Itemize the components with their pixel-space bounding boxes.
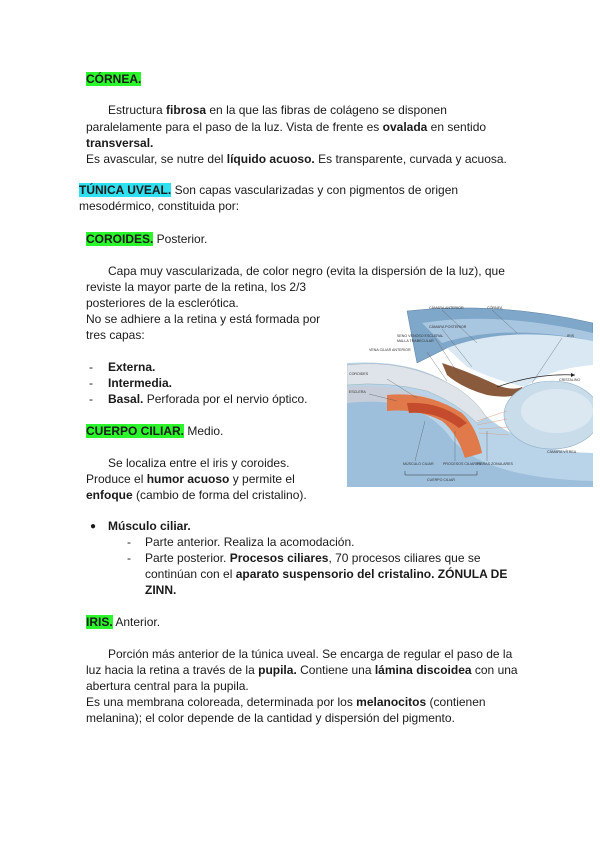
layer-intermedia: Intermedia. [108, 376, 173, 390]
ciliar-heading: CUERPO CILIAR. [86, 424, 185, 438]
iris-line-5: melanina); el color depende de la cantidad y dispersión del pigmento. [86, 711, 455, 725]
ciliar-sub-4: ZINN. [145, 583, 177, 597]
label-musculo: MÚSCULO CILIAR [403, 462, 434, 466]
label-esclera: ESCLERA [349, 390, 366, 394]
label-cuerpo: CUERPO CILIAR [427, 478, 455, 482]
iris-line-3: abertura central para la pupila. [86, 679, 249, 693]
label-procesos: PROCESOS CILIARES [443, 462, 481, 466]
label-cristalino: CRISTALINO [559, 378, 581, 382]
label-vena: VENA CILIAR ANTERIOR [369, 348, 411, 352]
cornea-line-4: Es avascular, se nutre del líquido acuoso. Es transparente, curvada y acuosa. [86, 152, 507, 166]
eye-anatomy-figure [347, 303, 593, 487]
coroides-line-4: No se adhiere a la retina y está formada por [86, 312, 321, 326]
coroides-heading: COROIDES. [86, 232, 154, 246]
iris-line-4: Es una membrana coloreada, determinada por los melanocitos (contienen [86, 695, 486, 709]
ciliar-sub-3: continúan con el aparato suspensorio del cristalino. ZÓNULA DE [145, 567, 508, 581]
uveal-line-1: TÚNICA UVEAL. Son capas vascularizadas y con pigmentos de origen [79, 183, 459, 197]
label-camara-anterior: CÁMARA ANTERIOR [429, 306, 464, 310]
label-camara-vitrea: CÁMARA VÍTREA [547, 450, 577, 454]
dash-bullet: - [89, 360, 93, 374]
label-seno: SENO VENOSO ESCLERAL [397, 334, 444, 338]
label-malla: MALLA TRABECULAR [397, 339, 434, 343]
label-cornea: CÓRNEA [487, 306, 503, 310]
dot-bullet: ● [90, 521, 97, 532]
uveal-line-2: mesodérmico, constituida por: [79, 199, 240, 213]
coroides-line-1: Capa muy vascularizada, de color negro (evita la dispersión de la luz), que [108, 264, 505, 278]
dash-bullet: - [89, 392, 93, 406]
dash-bullet: - [127, 535, 131, 549]
iris-heading: IRIS. [86, 615, 113, 629]
coroides-heading-line: COROIDES. Posterior. [86, 232, 208, 246]
coroides-line-3: posteriores de la esclerótica. [86, 296, 239, 310]
label-iris: IRIS [567, 334, 574, 338]
cornea-line-3: transversal. [86, 136, 154, 150]
cornea-heading: CÓRNEA. [86, 72, 142, 86]
dash-bullet: - [89, 376, 93, 390]
ciliar-line-3: enfoque (cambio de forma del cristalino). [86, 488, 307, 502]
layer-basal: Basal. Perforada por el nervio óptico. [108, 392, 308, 406]
coroides-line-5: tres capas: [86, 328, 145, 342]
ciliar-line-2: Produce el humor acuoso y permite el [86, 472, 295, 486]
ciliar-line-1: Se localiza entre el iris y coroides. [108, 456, 290, 470]
iris-line-1: Porción más anterior de la túnica uveal. Se encarga de regular el paso de la [108, 647, 513, 661]
cornea-line-2: paralelamente para el paso de la luz. Vista de frente es ovalada en sentido [86, 120, 487, 134]
iris-heading-line: IRIS. Anterior. [86, 615, 161, 629]
iris-line-2: luz hacia la retina a través de la pupila. Contiene una lámina discoidea con una [86, 663, 518, 677]
ciliar-heading-line: CUERPO CILIAR. Medio. [86, 424, 224, 438]
uveal-heading: TÚNICA UVEAL. [79, 183, 172, 197]
coroides-line-2: reviste la mayor parte de la retina, los 2/3 [86, 280, 307, 294]
eye-anatomy-svg [347, 303, 593, 487]
ciliar-sub-2: Parte posterior. Procesos ciliares, 70 procesos ciliares que se [145, 551, 481, 565]
ciliar-sub-1: Parte anterior. Realiza la acomodación. [145, 535, 355, 549]
label-camara-posterior: CÁMARA POSTERIOR [429, 325, 467, 329]
dash-bullet: - [127, 551, 131, 565]
layer-externa: Externa. [108, 360, 156, 374]
cornea-line-1: Estructura fibrosa en la que las fibras de colágeno se disponen [108, 103, 447, 117]
label-coroides: COROIDES [349, 372, 369, 376]
ciliar-muscle: Músculo ciliar. [108, 519, 191, 533]
label-fibras: FIBRAS ZONULARES [477, 462, 513, 466]
